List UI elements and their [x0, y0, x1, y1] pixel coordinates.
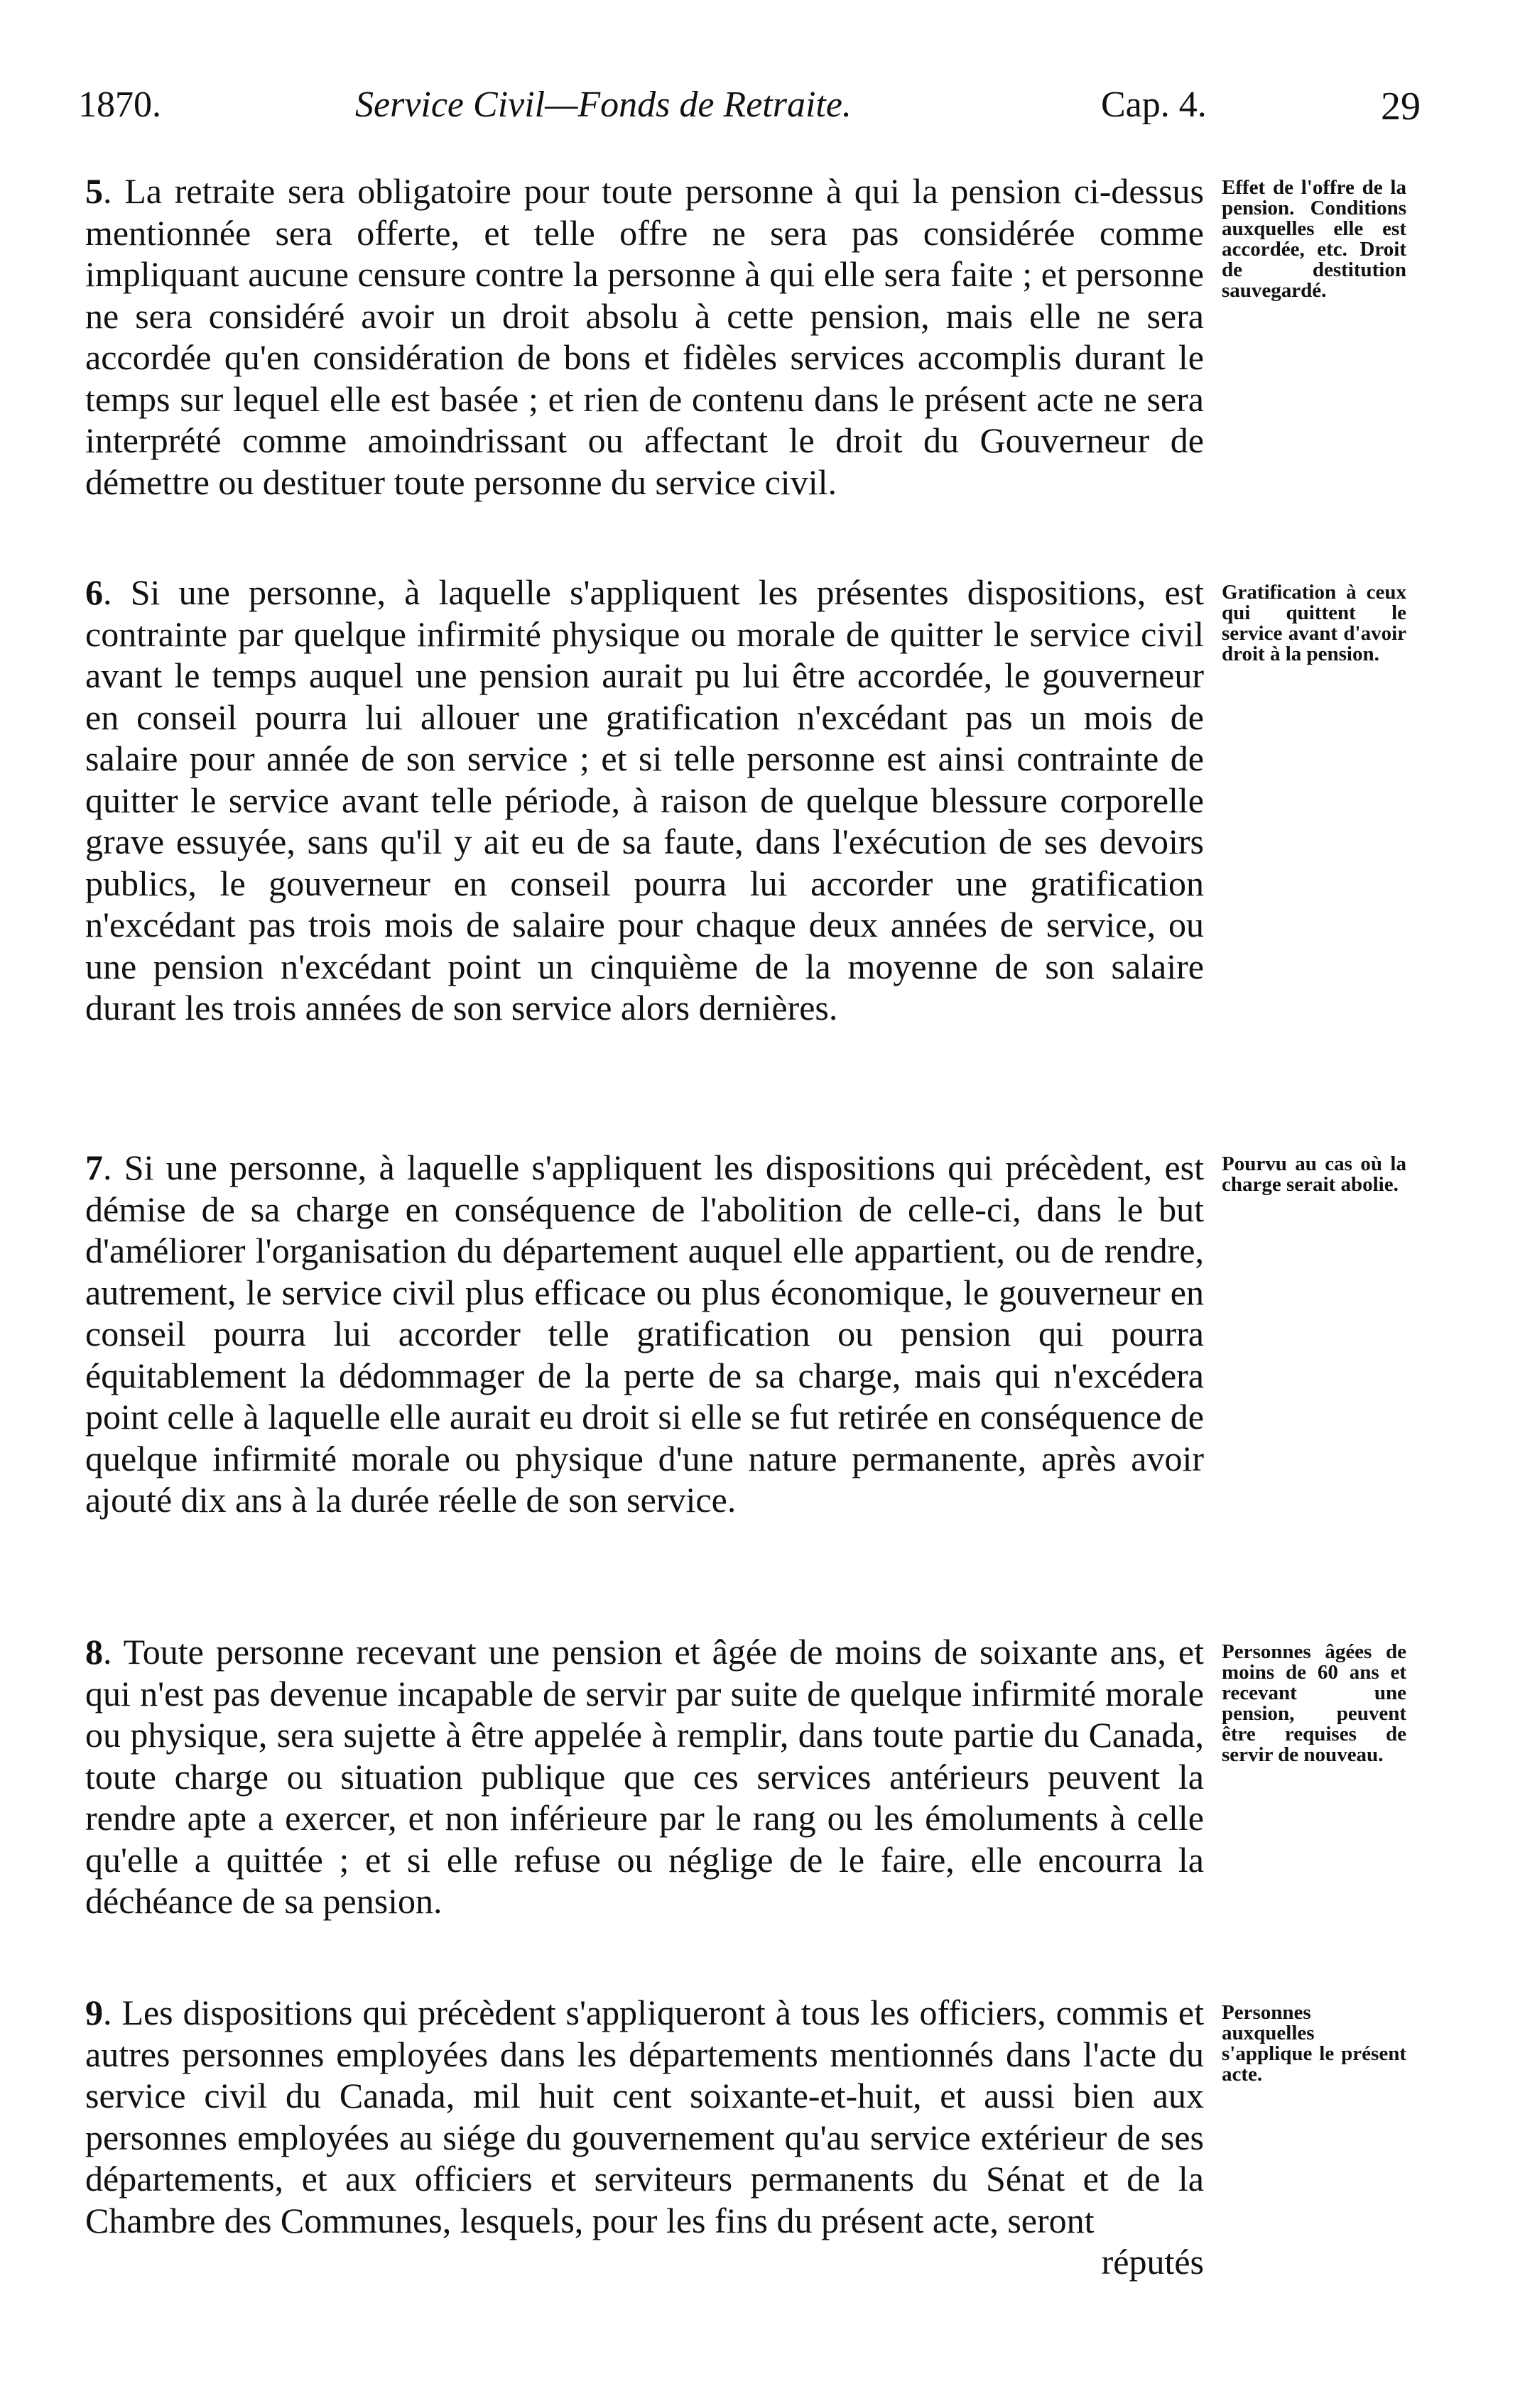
section-7: [85, 1147, 1204, 1521]
section-5: [85, 170, 1204, 503]
section-8: [85, 1631, 1204, 1922]
catchword: réputés: [1101, 2242, 1204, 2282]
section-number: 5: [85, 171, 103, 211]
section-9: [85, 1992, 1204, 2283]
section-text: . Si une personne, à laquelle s'appliquent les présentes dispositions, est contrainte par quelque infirmité physique ou morale de quitter le service civil avant le temps auquel une pension aurait pu lui être accordée, le gouverneur en conseil pourra lui allouer une gratification n'excédant pas un mois de salaire pour année de son service ; et si telle personne est ainsi contrainte de quitter le service avant telle période, à raison de quelque blessure corporelle grave essuyée, sans qu'il y ait eu de sa faute, dans l'exécution de ses devoirs publics, le gouverneur en conseil pourra lui accorder une gratification n'excédant pas trois mois de salaire pour chaque deux années de service, ou une pension n'excédant point un cinquième de la moyenne de son salaire durant les trois années de son service alors dernières.: [85, 572, 1204, 1028]
section-number: 7: [85, 1148, 103, 1187]
margin-note-5: Effet de l'offre de la pension. Conditions auxquelles elle est accordée, etc. Droit de destitution sauvegardé.: [1222, 176, 1406, 302]
section-text: . Toute personne recevant une pension et âgée de moins de soixante ans, et qui n'est pas devenue incapable de servir par suite de quelque infirmité morale ou physique, sera sujette à être appelée à remplir, dans toute partie du Canada, toute charge ou situation publique que ces services antérieurs peuvent la rendre apte a exercer, et non inférieure par le rang ou les émoluments à celle qu'elle a quittée ; et si elle refuse ou néglige de le faire, elle encourra la déchéance de sa pension.: [85, 1632, 1204, 1921]
section-number: 6: [85, 572, 103, 612]
section-number: 8: [85, 1632, 103, 1672]
section-number: 9: [85, 1993, 103, 2032]
section-text: . Les dispositions qui précèdent s'appliqueront à tous les officiers, commis et autres personnes employées dans les départements mentionnés dans l'acte du service civil du Canada, mil huit cent soixante-et-huit, et aussi bien aux personnes employées au siége du gouvernement qu'au service extérieur de ses départements, et aux officiers et serviteurs permanents du Sénat et de la Chambre des Communes, lesquels, pour les fins du présent acte, seront: [85, 1993, 1204, 2240]
header-title: Service Civil—Fonds de Retraite.: [355, 85, 852, 125]
section-text: . La retraite sera obligatoire pour toute personne à qui la pension ci-dessus mentionnée sera offerte, et telle offre ne sera pas considérée comme impliquant aucune censure contre la personne à qui elle sera faite ; et personne ne sera considéré avoir un droit absolu à cette pension, mais elle ne sera accordée qu'en considération de bons et fidèles services accomplis durant le temps sur lequel elle est basée ; et rien de contenu dans le présent acte ne sera interprété comme amoindrissant ou affectant le droit du Gouverneur de démettre ou destituer toute personne du service civil.: [85, 171, 1204, 502]
section-6: [85, 572, 1204, 1029]
margin-note-9: Personnes auxquelles s'applique le présent acte.: [1222, 2001, 1406, 2086]
running-header: [78, 84, 1442, 141]
header-chapter: Cap. 4.: [1101, 85, 1207, 125]
margin-note-8: Personnes âgées de moins de 60 ans et recevant une pension, peuvent être requises de servir de nouveau.: [1222, 1640, 1406, 1766]
margin-note-6: Gratification à ceux qui quittent le service avant d'avoir droit à la pension.: [1222, 581, 1406, 665]
header-year: 1870.: [78, 85, 161, 125]
margin-note-7: Pourvu au cas où la charge serait abolie.: [1222, 1153, 1406, 1196]
page-number: 29: [1381, 85, 1421, 129]
section-text: . Si une personne, à laquelle s'appliquent les dispositions qui précèdent, est démise de sa charge en conséquence de l'abolition de celle-ci, dans le but d'améliorer l'organisation du département auquel elle appartient, ou de rendre, autrement, le service civil plus efficace ou plus économique, le gouverneur en conseil pourra lui accorder telle gratification ou pension qui pourra équitablement la dédommager de la perte de sa charge, mais qui n'excédera point celle à laquelle elle aurait eu droit si elle se fut retirée en conséquence de quelque infirmité morale ou physique d'une nature permanente, après avoir ajouté dix ans à la durée réelle de son service.: [85, 1148, 1204, 1520]
